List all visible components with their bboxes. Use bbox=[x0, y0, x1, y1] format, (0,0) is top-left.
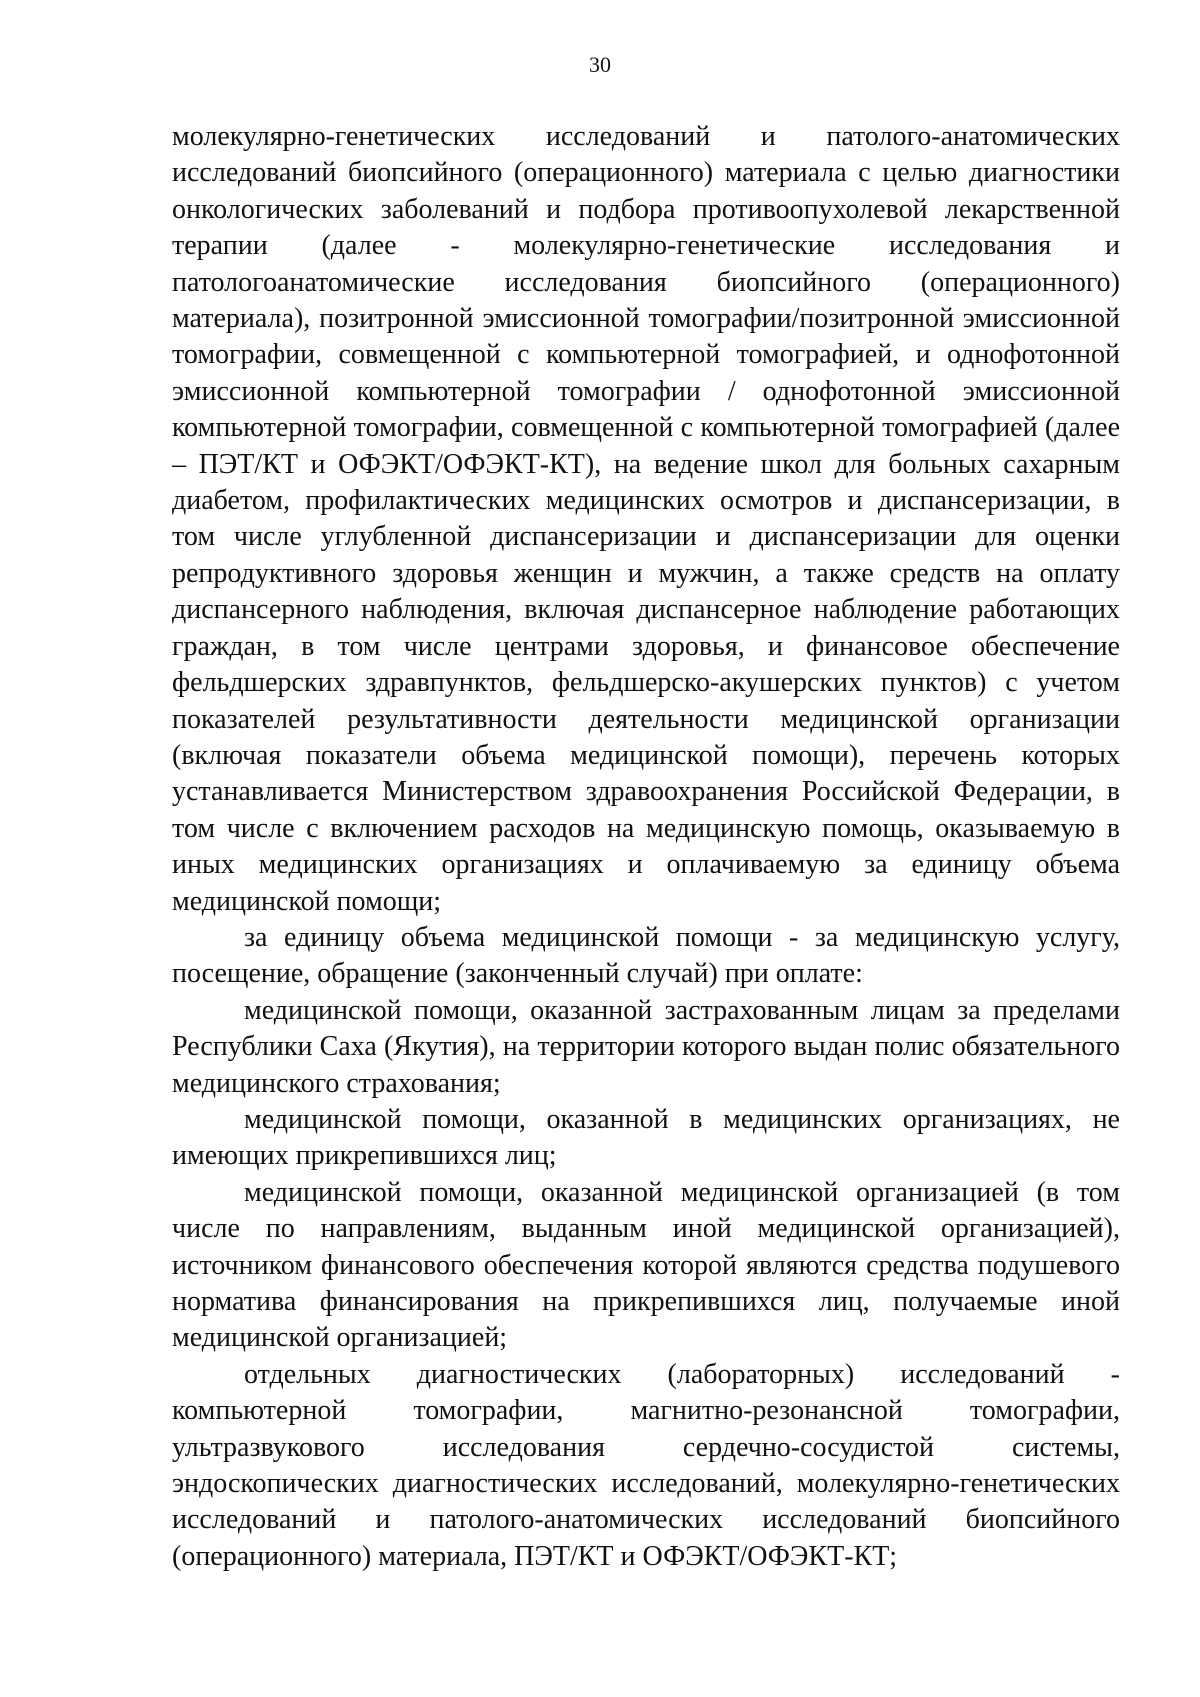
document-body bbox=[172, 119, 1120, 1575]
paragraph-payment-per-unit: за единицу объема медицинской помощи - за медицинскую услугу, посещение, обращение (законченный случай) при оплате: bbox=[172, 921, 1120, 990]
paragraph-outside-region: медицинской помощи, оказанной застрахованным лицам за пределами Республики Саха (Якутия), на территории которого выдан полис обязательного медицинского страхования; bbox=[172, 994, 1120, 1099]
paragraph-no-attached-persons: медицинской помощи, оказанной в медицинских организациях, не имеющих прикрепившихся лиц; bbox=[172, 1103, 1120, 1172]
paragraph-per-capita-standard: медицинской помощи, оказанной медицинской организацией (в том числе по направлениям, выданным иной медицинской организацией), источником финансового обеспечения которой являются средства подушевого норматива финансирования на прикрепившихся лиц, получаемые иной медицинской организацией; bbox=[172, 1176, 1120, 1354]
paragraph-continuation: молекулярно-генетических исследований и патолого-анатомических исследований биопсийного (операционного) материала с целью диагностики онкологических заболеваний и подбора противоопухолевой лекарственной терапии (далее - молекулярно-генетические исследования и патологоанатомические исследования биопсийного (операционного) материала), позитронной эмиссионной томографии/позитронной эмиссионной томографии, совмещенной с компьютерной томографией, и однофотонной эмиссионной компьютерной томографии / однофотонной эмиссионной компьютерной томографии, совмещенной с компьютерной томографией (далее – ПЭТ/КТ и ОФЭКТ/ОФЭКТ-КТ), на ведение школ для больных сахарным диабетом, профилактических медицинских осмотров и диспансеризации, в том числе углубленной диспансеризации и диспансеризации для оценки репродуктивного здоровья женщин и мужчин, а также средств на оплату диспансерного наблюдения, включая диспансерное наблюдение работающих граждан, в том числе центрами здоровья, и финансовое обеспечение фельдшерских здравпунктов, фельдшерско-акушерских пунктов) с учетом показателей результативности деятельности медицинской организации (включая показатели объема медицинской помощи), перечень которых устанавливается Министерством здравоохранения Российской Федерации, в том числе с включением расходов на медицинскую помощь, оказываемую в иных медицинских организациях и оплачиваемую за единицу объема медицинской помощи; bbox=[172, 121, 1120, 917]
page-number: 30 bbox=[589, 52, 611, 77]
paragraph-diagnostic-studies: отдельных диагностических (лабораторных) исследований - компьютерной томографии, магнитно-резонансной томографии, ультразвукового исследования сердечно-сосудистой системы, эндоскопических диагностических исследований, молекулярно-генетических исследований и патолого-анатомических исследований биопсийного (операционного) материала, ПЭТ/КТ и ОФЭКТ/ОФЭКТ-КТ; bbox=[172, 1358, 1120, 1572]
